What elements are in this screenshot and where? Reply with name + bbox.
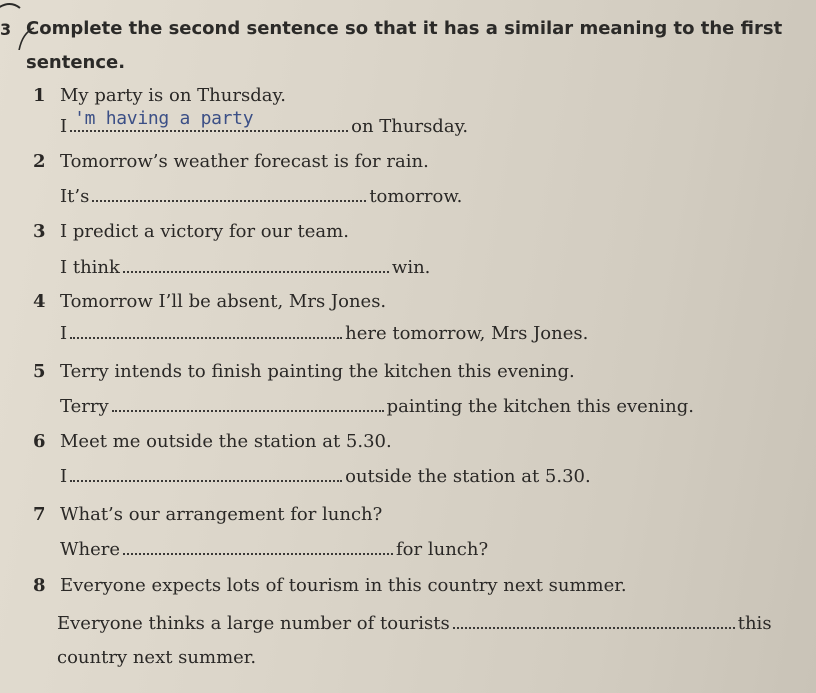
item-3-answer-line — [60, 257, 430, 278]
exercise-number: 3 — [0, 20, 12, 39]
question-text: Meet me outside the station at 5.30. — [60, 431, 392, 452]
item-6-question — [33, 431, 392, 452]
item-1-question — [33, 85, 286, 106]
question-text: My party is on Thursday. — [60, 85, 286, 106]
item-number: 5 — [33, 361, 46, 382]
answer-blank[interactable] — [112, 396, 384, 412]
item-7-question — [33, 504, 382, 525]
item-3-question — [33, 221, 349, 242]
item-number: 4 — [33, 291, 46, 312]
item-5-answer-line — [60, 396, 694, 417]
answer-blank[interactable] — [70, 108, 348, 132]
handwritten-answer: 'm having a party — [74, 108, 254, 129]
question-text: Tomorrow’s weather forecast is for rain. — [60, 151, 429, 172]
item-2-answer-line — [60, 186, 462, 207]
item-8-answer-line — [57, 613, 772, 634]
answer-end-text: on Thursday. — [351, 116, 469, 137]
answer-blank[interactable] — [70, 466, 342, 482]
item-number: 7 — [33, 504, 46, 525]
item-4-question — [33, 291, 386, 312]
answer-start-text: Terry — [60, 396, 109, 417]
item-8-answer-line-continued: country next summer. — [57, 647, 257, 668]
item-8-question — [33, 575, 627, 596]
item-number: 3 — [33, 221, 46, 242]
answer-end-text: this — [737, 613, 772, 634]
answer-blank[interactable] — [92, 186, 366, 202]
answer-end-text: win. — [391, 257, 431, 278]
answer-blank[interactable] — [70, 323, 342, 339]
item-5-question — [33, 361, 575, 382]
answer-end-text: painting the kitchen this evening. — [386, 396, 695, 417]
answer-blank[interactable] — [123, 257, 389, 273]
answer-start-text: I — [60, 323, 68, 344]
question-text: Everyone expects lots of tourism in this country next summer. — [60, 575, 627, 596]
question-text: Terry intends to finish painting the kitchen this evening. — [60, 361, 575, 382]
item-number: 8 — [33, 575, 46, 596]
item-number: 6 — [33, 431, 46, 452]
item-number: 2 — [33, 151, 46, 172]
answer-blank[interactable] — [123, 539, 393, 555]
item-4-answer-line — [60, 323, 588, 344]
answer-blank[interactable] — [453, 613, 735, 629]
answer-start-text: I think — [60, 257, 120, 278]
item-6-answer-line — [60, 466, 591, 487]
answer-start-text: Everyone thinks a large number of tourists — [57, 613, 450, 634]
item-1-answer-line — [60, 108, 469, 137]
exercise-instruction-continued: sentence. — [26, 52, 126, 73]
answer-start-text: I — [60, 466, 68, 487]
question-text: What’s our arrangement for lunch? — [60, 504, 383, 525]
answer-end-text: for lunch? — [396, 539, 489, 560]
answer-start-text: Where — [60, 539, 121, 560]
question-text: I predict a victory for our team. — [60, 221, 349, 242]
answer-end-text: tomorrow. — [369, 186, 463, 207]
answer-end-text: here tomorrow, Mrs Jones. — [345, 323, 589, 344]
item-number: 1 — [33, 85, 46, 106]
question-text: Tomorrow I’ll be absent, Mrs Jones. — [60, 291, 387, 312]
item-7-answer-line — [60, 539, 488, 560]
item-2-question — [33, 151, 429, 172]
answer-start-text: It’s — [60, 186, 90, 207]
exercise-instruction: Complete the second sentence so that it has a similar meaning to the first — [26, 18, 783, 39]
answer-start-text: I — [60, 116, 68, 137]
answer-end-text: outside the station at 5.30. — [345, 466, 591, 487]
